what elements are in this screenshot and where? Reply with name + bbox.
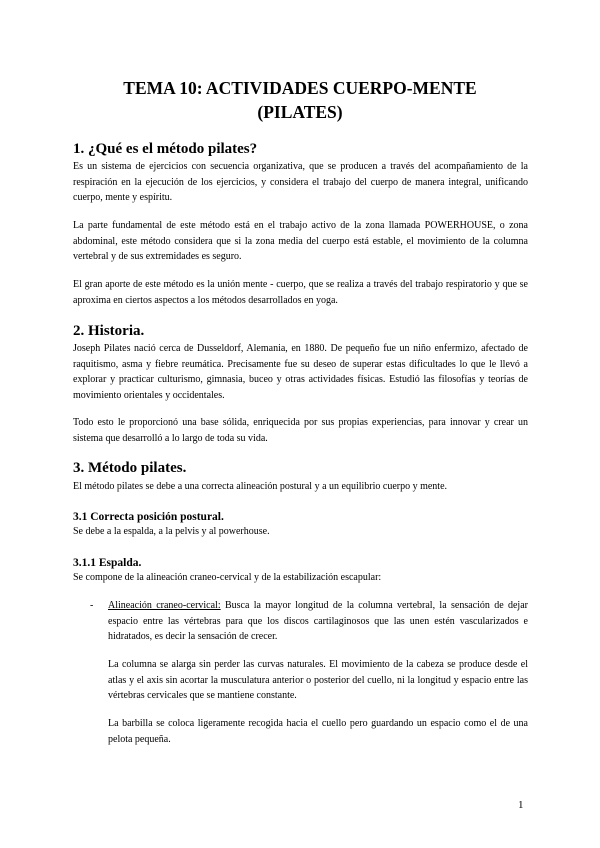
bullet-paragraph-3: La barbilla se coloca ligeramente recogida hacia el cuello pero guardando un espacio como el de una pelota pequeña. — [108, 718, 528, 745]
bullet-dash: - — [90, 600, 94, 611]
page-number: 1 — [518, 799, 524, 811]
subsection-3-1-1-text: Se compone de la alineación craneo-cervical y de la estabilización escapular: — [73, 572, 382, 583]
section-3-heading: 3. Método pilates. — [73, 460, 187, 476]
title-line-2: (PILATES) — [257, 102, 343, 122]
title-line-1: TEMA 10: ACTIVIDADES CUERPO-MENTE — [123, 78, 477, 98]
document-title — [0, 76, 600, 124]
bullet-text: Busca la mayor longitud de la columna vertebral, la sensación de dejar espacio entre las vértebras para que los discos cartilaginosos que las unen estén vascularizados e hidratados, es decir la sensación de crecer. — [108, 600, 528, 643]
bullet-paragraph-1 — [108, 598, 528, 645]
section-3-paragraph-1: El método pilates se debe a una correcta alineación postural y a un equilibrio cuerpo y mente. — [73, 481, 448, 492]
section-1-paragraph-2: La parte fundamental de este método está en el trabajo activo de la zona llamada POWERHOUSE, o zona abdominal, este método considera que si la zona media del cuerpo está estable, el movimiento de la columna vertebral y de sus extremidades es seguro. — [73, 220, 528, 263]
bullet-label: Alineación craneo-cervical: — [108, 600, 221, 611]
bullet-paragraph-2: La columna se alarga sin perder las curvas naturales. El movimiento de la cabeza se produce desde el atlas y el axis sin acortar la musculatura anterior o posterior del cuello, ni la longitud y espacio entre las vértebras cervicales que se mantiene constante. — [108, 659, 528, 702]
subsection-3-1-text: Se debe a la espalda, a la pelvis y al powerhouse. — [73, 526, 270, 537]
section-2-paragraph-1: Joseph Pilates nació cerca de Dusseldorf, Alemania, en 1880. De pequeño fue un niño enfermizo, afectado de raquitismo, asma y fiebre reumática. Precisamente fue su deseo de superar estas dificultades lo que le llevó a explorar y practicar culturismo, gimnasia, buceo y otras actividades físicas. Estudió las filosofías y teorías de movimiento orientales y occidentales. — [73, 343, 528, 401]
section-1-heading: 1. ¿Qué es el método pilates? — [73, 141, 258, 157]
section-2-paragraph-2: Todo esto le proporcionó una base sólida, enriquecida por sus propias experiencias, para innovar y crear un sistema que desarrolló a lo largo de toda su vida. — [73, 417, 528, 444]
section-1-paragraph-1: Es un sistema de ejercicios con secuencia organizativa, que se producen a través del acompañamiento de la respiración en la ejecución de los ejercicios, y considera el trabajo del cuerpo de manera integral, unificando cuerpo, mente y espíritu. — [73, 161, 528, 204]
subsection-3-1-1-heading: 3.1.1 Espalda. — [73, 557, 142, 569]
section-2-heading: 2. Historia. — [73, 323, 145, 339]
section-1-paragraph-3: El gran aporte de este método es la unión mente - cuerpo, que se realiza a través del trabajo respiratorio y que se aproxima en ciertos aspectos a los métodos desarrollados en yoga. — [73, 279, 528, 306]
subsection-3-1-heading: 3.1 Correcta posición postural. — [73, 511, 224, 523]
